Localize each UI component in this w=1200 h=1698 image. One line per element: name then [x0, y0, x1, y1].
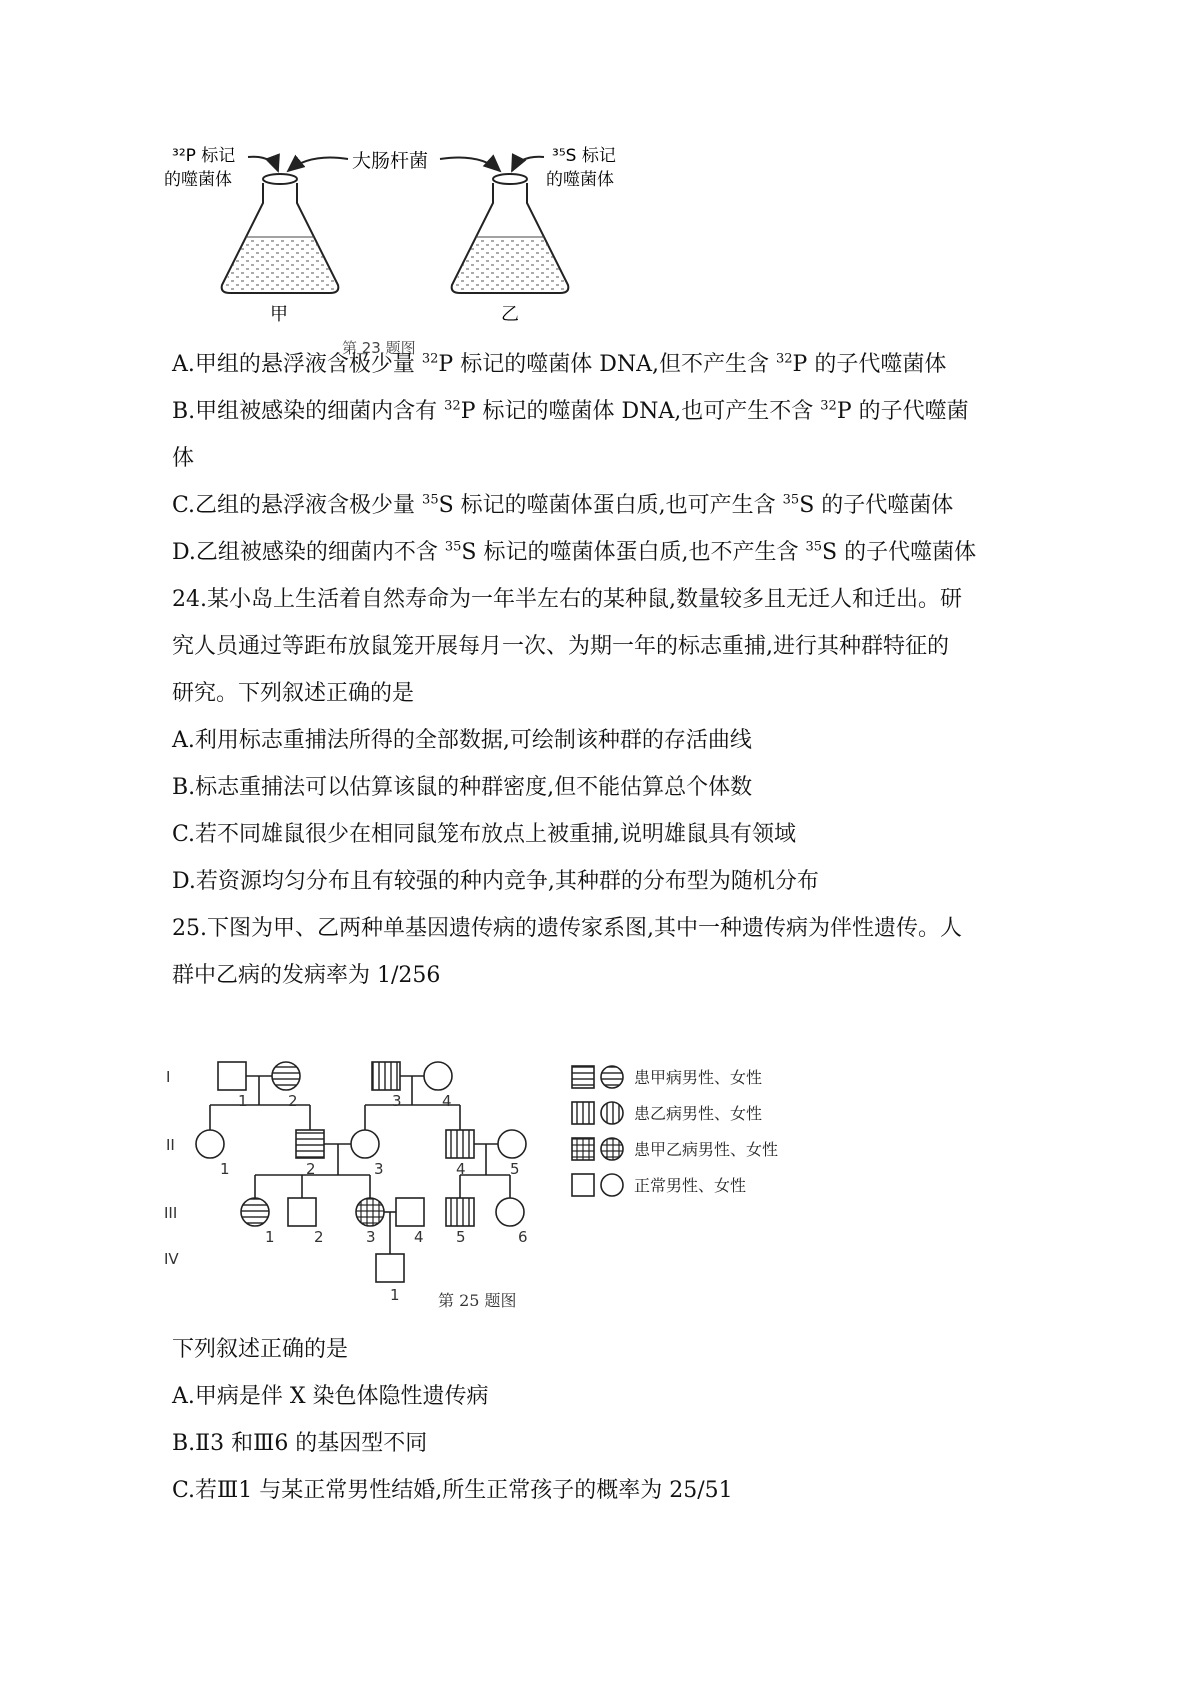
legend-female-a-icon — [601, 1066, 623, 1088]
I4-female — [424, 1062, 452, 1090]
flask-left-label: 甲 — [270, 304, 288, 325]
text: P 的子代噬菌体 — [792, 352, 947, 377]
num-III6: 6 — [518, 1228, 528, 1246]
q24-option-c: C.若不同雄鼠很少在相同鼠笼布放点上被重捕,说明雄鼠具有领域 — [172, 822, 797, 847]
q25-option-c: C.若Ⅲ1 与某正常男性结婚,所生正常孩子的概率为 25/51 — [172, 1478, 733, 1503]
text: S 标记的噬菌体蛋白质,也不产生含 — [461, 540, 806, 565]
superscript: 35 — [805, 539, 822, 555]
q23-option-a — [172, 350, 946, 380]
text: A.甲组的悬浮液含极少量 — [172, 352, 422, 377]
arrow-center-right — [440, 158, 500, 172]
q24-stem-1: 24.某小岛上生活着自然寿命为一年半左右的某种鼠,数量较多且无迁人和迁出。研 — [172, 587, 962, 612]
legend-female-normal-icon — [601, 1174, 623, 1196]
q25-stem-2: 群中乙病的发病率为 1/256 — [172, 963, 441, 988]
arrow-right-label — [512, 157, 544, 171]
q25-stem-1: 25.下图为甲、乙两种单基因遗传病的遗传家系图,其中一种遗传病为伴性遗传。人 — [172, 916, 962, 941]
fig23-right-label-1: ³⁵S 标记 — [552, 146, 616, 166]
fig23-center-label: 大肠杆菌 — [352, 150, 429, 172]
fig23-right-label-2: 的噬菌体 — [546, 170, 614, 190]
flask-right — [452, 174, 569, 293]
III2-male — [288, 1198, 316, 1226]
I1-male — [218, 1062, 246, 1090]
q24-stem-3: 研究。下列叙述正确的是 — [172, 681, 415, 706]
legend-female-ab-icon — [601, 1138, 623, 1160]
flask-right-label: 乙 — [501, 304, 519, 325]
legend-label-normal: 正常男性、女性 — [634, 1176, 747, 1195]
num-II3: 3 — [374, 1160, 384, 1178]
arrow-left-label — [248, 157, 278, 171]
q24-option-a: A.利用标志重捕法所得的全部数据,可绘制该种群的存活曲线 — [172, 728, 752, 753]
num-II2: 2 — [306, 1160, 316, 1178]
q23-option-c — [172, 491, 953, 521]
II2-male-a — [296, 1130, 324, 1158]
text: P 标记的噬菌体 DNA,但不产生含 — [438, 352, 776, 377]
superscript: 35 — [444, 539, 462, 555]
legend-label-ab: 患甲乙病男性、女性 — [634, 1140, 779, 1159]
q24-option-d: D.若资源均匀分布且有较强的种内竞争,其种群的分布型为随机分布 — [172, 869, 819, 894]
num-III2: 2 — [314, 1228, 324, 1246]
superscript: 32 — [775, 351, 793, 367]
III6-female — [496, 1198, 524, 1226]
gen-label-III: III — [164, 1204, 178, 1222]
num-III1: 1 — [265, 1228, 275, 1246]
legend-male-b-icon — [572, 1102, 594, 1124]
superscript: 35 — [782, 492, 800, 508]
num-III5: 5 — [456, 1228, 466, 1246]
num-I3: 3 — [392, 1092, 402, 1110]
text: P 的子代噬菌 — [836, 399, 969, 424]
q23-option-b-cont: 体 — [172, 446, 195, 471]
text: P 标记的噬菌体 DNA,也可产生不含 — [460, 399, 821, 424]
figure-23 — [160, 135, 680, 360]
num-III4: 4 — [414, 1228, 424, 1246]
num-I1: 1 — [238, 1092, 248, 1110]
legend-label-a: 患甲病男性、女性 — [634, 1068, 763, 1087]
text: D.乙组被感染的细菌内不含 — [172, 540, 445, 565]
IV1-male — [376, 1254, 404, 1282]
text: B.甲组被感染的细菌内含有 — [172, 399, 445, 424]
q25-option-a: A.甲病是伴 X 染色体隐性遗传病 — [172, 1384, 489, 1409]
num-II5: 5 — [510, 1160, 520, 1178]
superscript: 32 — [820, 398, 837, 414]
III3-female-ab — [356, 1198, 384, 1226]
text: S 的子代噬菌体 — [799, 493, 954, 518]
pedigree-figure — [160, 1010, 860, 1310]
legend-male-normal-icon — [572, 1174, 594, 1196]
num-I2: 2 — [288, 1092, 298, 1110]
fig23-left-label-1: ³²P 标记 — [172, 146, 236, 166]
q24-option-b: B.标志重捕法可以估算该鼠的种群密度,但不能估算总个体数 — [172, 775, 753, 800]
text: S 的子代噬菌体 — [822, 540, 977, 565]
num-II1: 1 — [220, 1160, 230, 1178]
II5-female — [498, 1130, 526, 1158]
gen-label-I: I — [166, 1068, 171, 1086]
num-III3: 3 — [366, 1228, 376, 1246]
q23-option-d — [172, 538, 976, 568]
legend-male-a-icon — [572, 1066, 594, 1088]
superscript: 35 — [422, 492, 439, 508]
q25-question: 下列叙述正确的是 — [172, 1337, 349, 1362]
legend-male-ab-icon — [572, 1138, 594, 1160]
III1-female-a — [241, 1198, 269, 1226]
fig23-caption: 第 23 题图 — [342, 339, 416, 357]
legend-label-b: 患乙病男性、女性 — [634, 1104, 763, 1123]
gen-label-IV: IV — [164, 1250, 179, 1268]
num-I4: 4 — [442, 1092, 452, 1110]
num-II4: 4 — [456, 1160, 466, 1178]
fig23-left-label-2: 的噬菌体 — [164, 170, 232, 190]
III4-male — [396, 1198, 424, 1226]
q24-stem-2: 究人员通过等距布放鼠笼开展每月一次、为期一年的标志重捕,进行其种群特征的 — [172, 634, 949, 659]
arrow-center-left — [288, 158, 348, 172]
superscript: 32 — [444, 398, 461, 414]
q23-option-b — [172, 397, 969, 427]
text: S 标记的噬菌体蛋白质,也可产生含 — [438, 493, 783, 518]
q25-option-b: B.Ⅱ3 和Ⅲ6 的基因型不同 — [172, 1431, 428, 1456]
superscript: 32 — [421, 351, 439, 367]
II4-male-b — [446, 1130, 474, 1158]
gen-label-II: II — [166, 1136, 175, 1154]
legend-female-b-icon — [601, 1102, 623, 1124]
III5-male-b — [446, 1198, 474, 1226]
text: C.乙组的悬浮液含极少量 — [172, 493, 423, 518]
num-IV1: 1 — [390, 1286, 400, 1304]
flask-left — [222, 174, 339, 293]
I2-female-a — [272, 1062, 300, 1090]
II1-female — [196, 1130, 224, 1158]
II3-female — [351, 1130, 379, 1158]
I3-male-b — [372, 1062, 400, 1090]
fig25-caption: 第 25 题图 — [438, 1291, 517, 1310]
